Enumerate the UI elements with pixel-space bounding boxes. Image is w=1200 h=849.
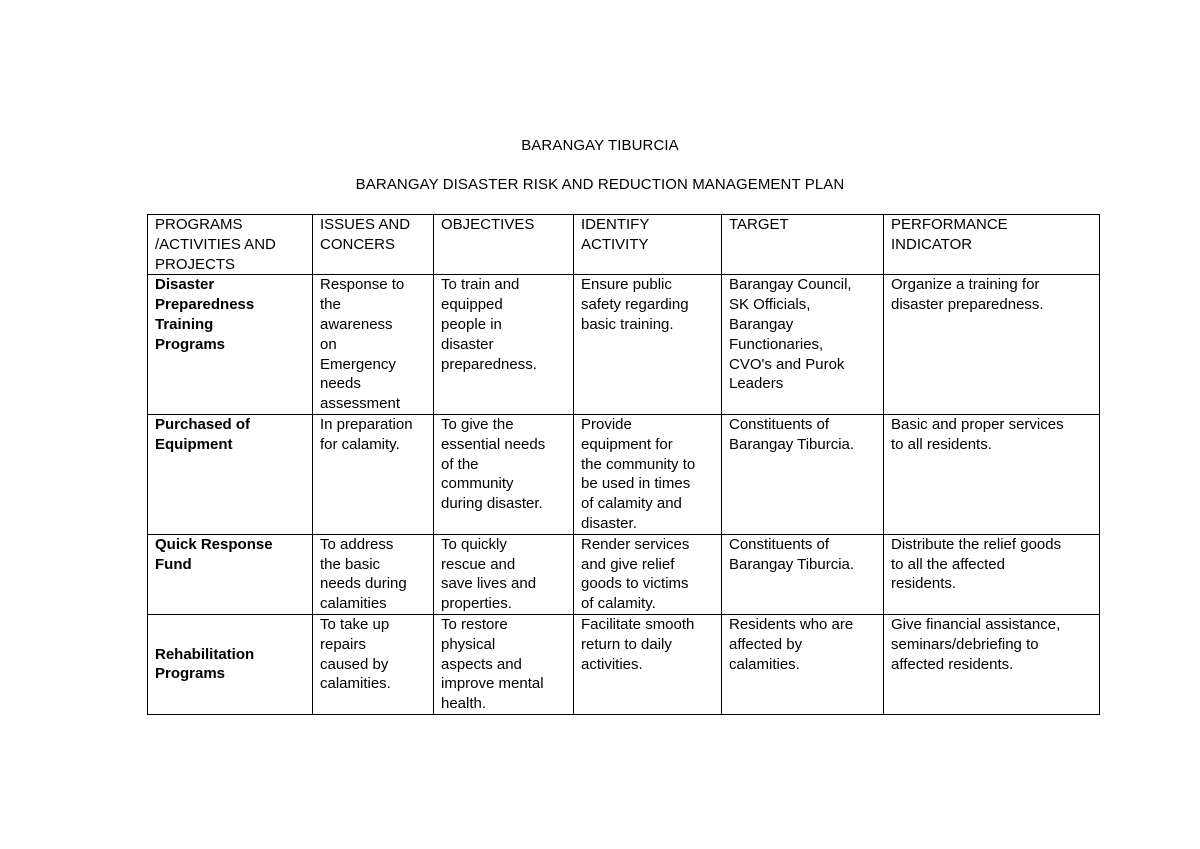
objectives-cell: To restore physical aspects and improve mental health. — [434, 614, 574, 714]
issues-cell: In preparation for calamity. — [313, 414, 434, 534]
target-cell: Constituents of Barangay Tiburcia. — [722, 414, 884, 534]
activity-cell: Provide equipment for the community to be used in times of calamity and disaster. — [574, 414, 722, 534]
table-row — [148, 534, 1100, 614]
indicator-cell: Give financial assistance, seminars/debriefing to affected residents. — [884, 614, 1100, 714]
indicator-cell: Organize a training for disaster preparedness. — [884, 275, 1100, 415]
program-cell: Purchased of Equipment — [148, 414, 313, 534]
issues-cell: To take up repairs caused by calamities. — [313, 614, 434, 714]
target-cell: Residents who are affected by calamities. — [722, 614, 884, 714]
header-programs: PROGRAMS /ACTIVITIES AND PROJECTS — [148, 215, 313, 275]
table-row — [148, 614, 1100, 714]
program-cell: Rehabilitation Programs — [148, 614, 313, 714]
header-target: TARGET — [722, 215, 884, 275]
activity-cell: Render services and give relief goods to victims of calamity. — [574, 534, 722, 614]
issues-cell: Response to the awareness on Emergency needs assessment — [313, 275, 434, 415]
plan-table — [147, 214, 1100, 715]
target-cell: Barangay Council, SK Officials, Barangay Functionaries, CVO's and Purok Leaders — [722, 275, 884, 415]
header-identify-activity: IDENTIFY ACTIVITY — [574, 215, 722, 275]
activity-cell: Facilitate smooth return to daily activities. — [574, 614, 722, 714]
activity-cell: Ensure public safety regarding basic training. — [574, 275, 722, 415]
indicator-cell: Distribute the relief goods to all the affected residents. — [884, 534, 1100, 614]
objectives-cell: To give the essential needs of the community during disaster. — [434, 414, 574, 534]
header-performance-indicator: PERFORMANCE INDICATOR — [884, 215, 1100, 275]
objectives-cell: To quickly rescue and save lives and properties. — [434, 534, 574, 614]
program-cell: Quick Response Fund — [148, 534, 313, 614]
program-cell: Disaster Preparedness Training Programs — [148, 275, 313, 415]
document-title: BARANGAY TIBURCIA — [521, 137, 679, 154]
issues-cell: To address the basic needs during calamities — [313, 534, 434, 614]
indicator-cell: Basic and proper services to all residents. — [884, 414, 1100, 534]
objectives-cell: To train and equipped people in disaster preparedness. — [434, 275, 574, 415]
header-objectives: OBJECTIVES — [434, 215, 574, 275]
document-subtitle: BARANGAY DISASTER RISK AND REDUCTION MANAGEMENT PLAN — [355, 176, 845, 193]
target-cell: Constituents of Barangay Tiburcia. — [722, 534, 884, 614]
header-issues: ISSUES AND CONCERS — [313, 215, 434, 275]
table-row — [148, 275, 1100, 415]
table-row — [148, 414, 1100, 534]
table-header-row — [148, 215, 1100, 275]
